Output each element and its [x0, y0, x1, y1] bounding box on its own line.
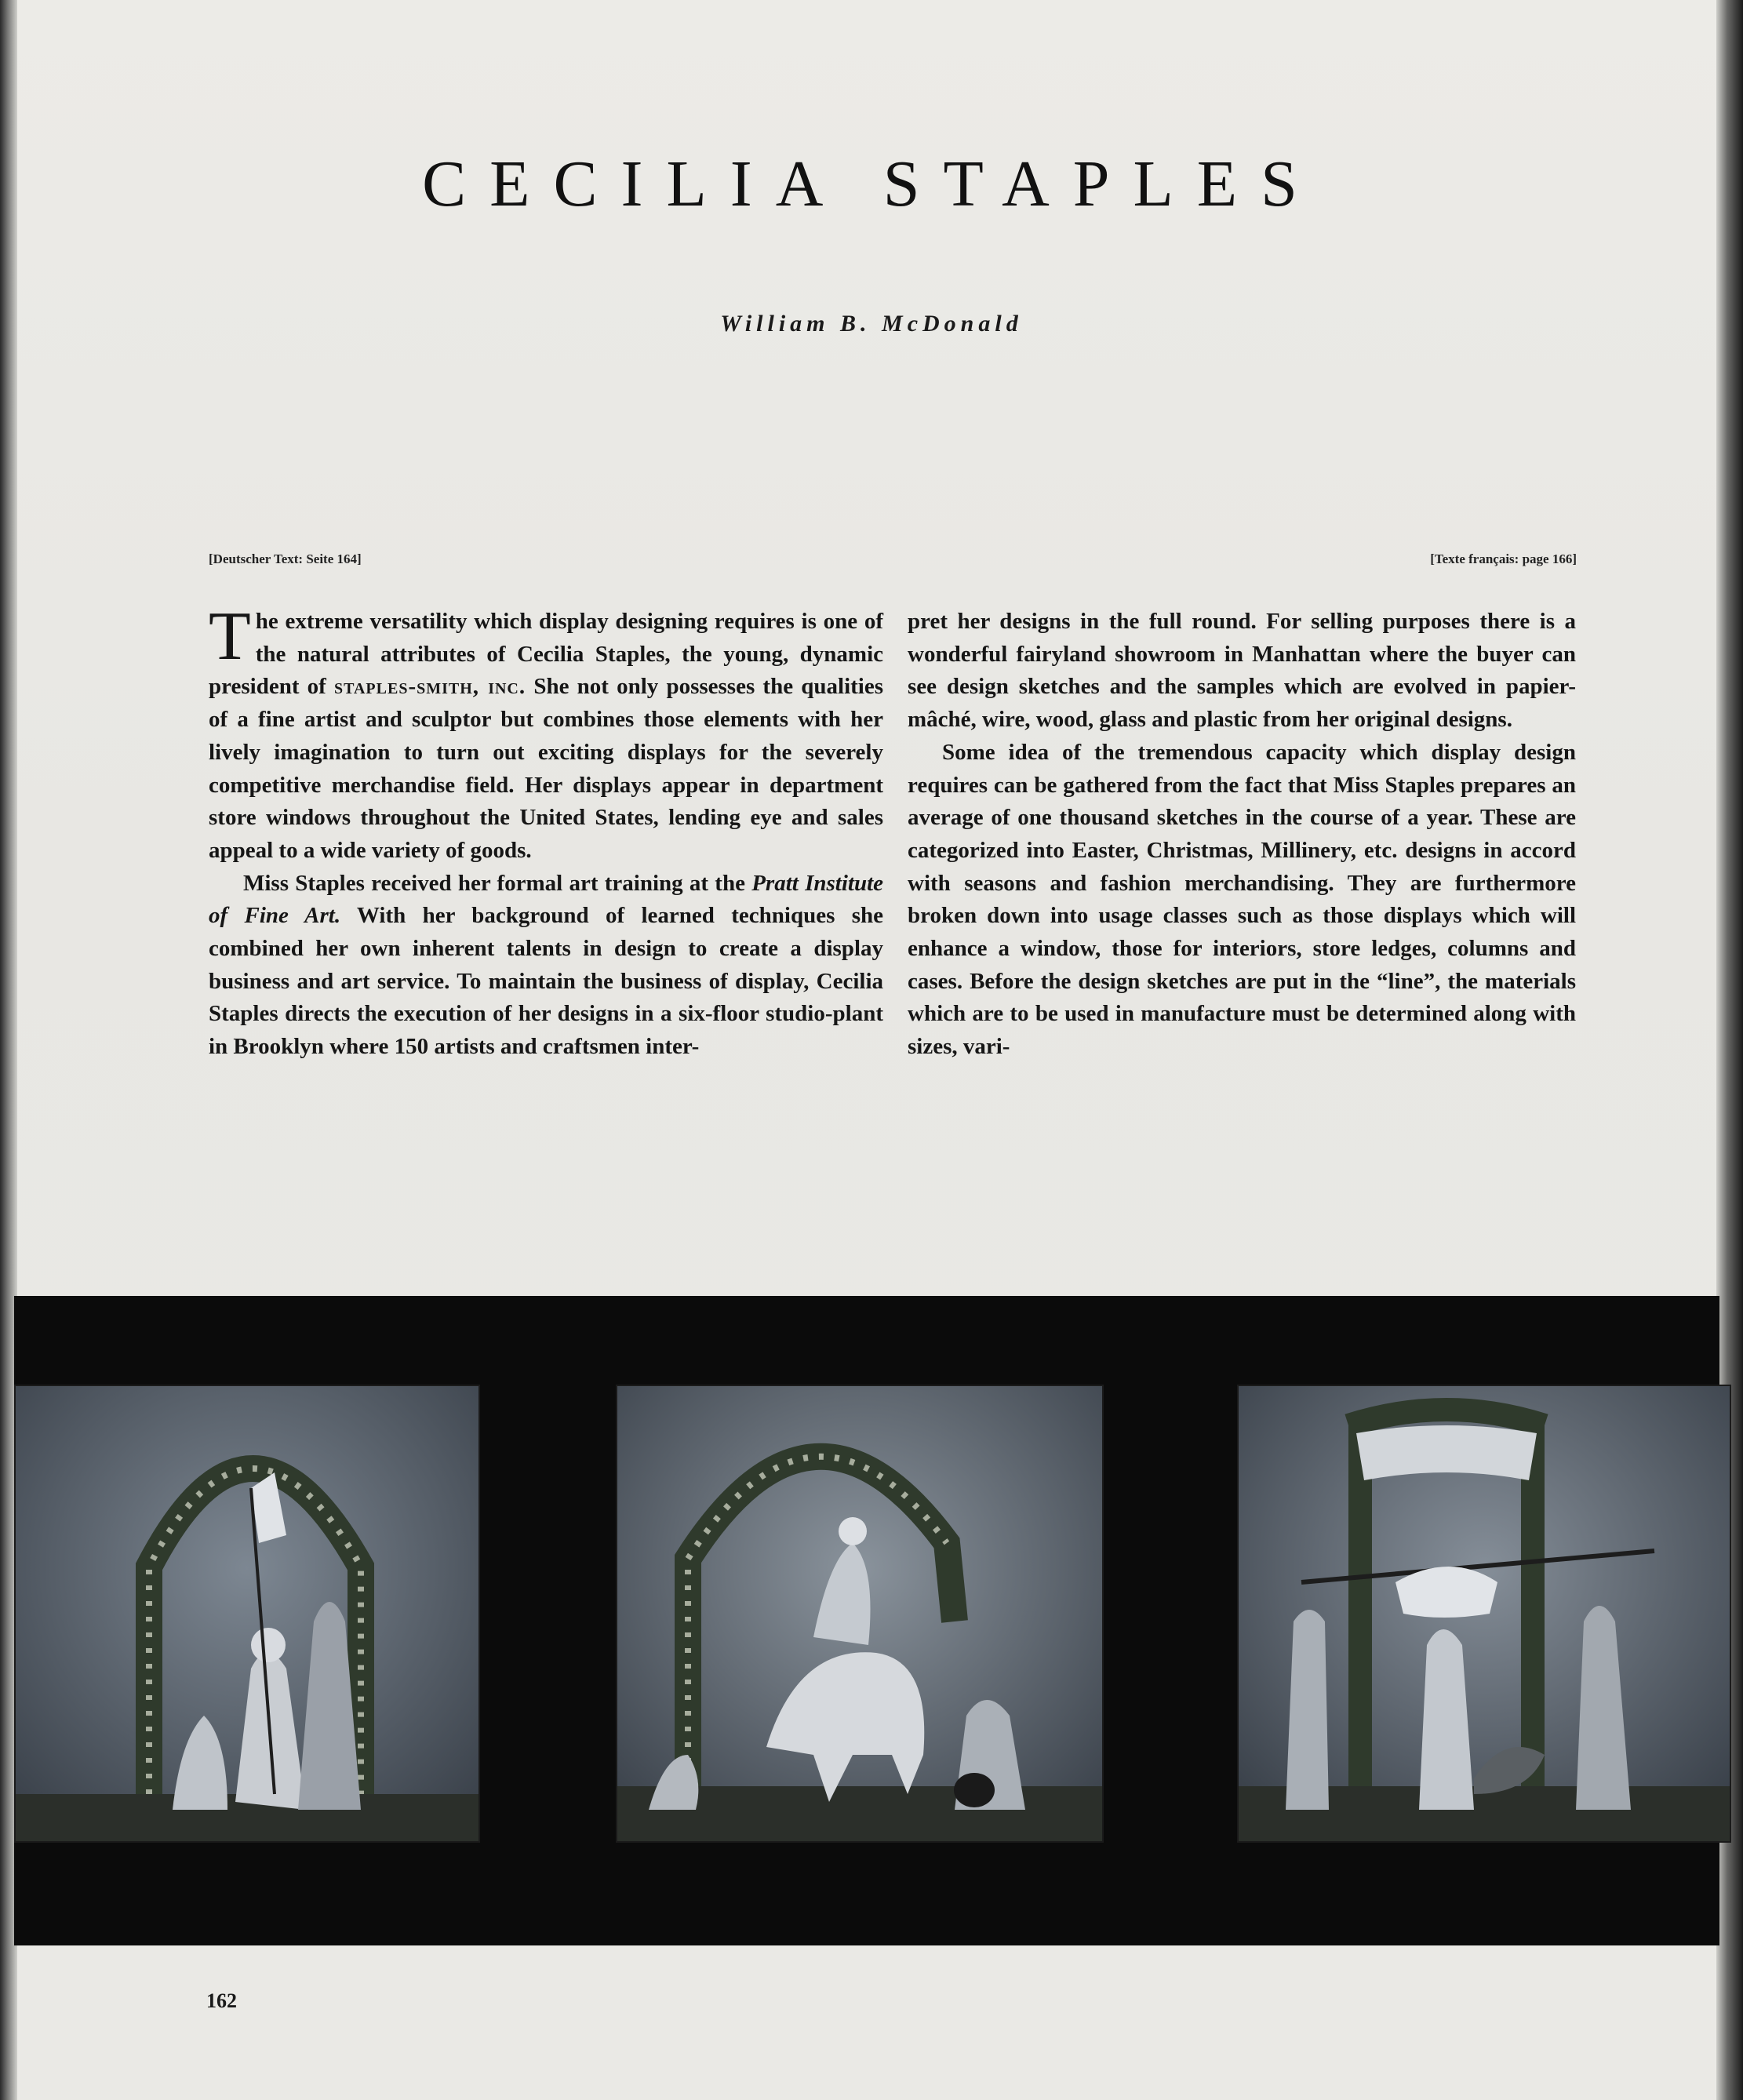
article-title: CECILIA STAPLES	[422, 147, 1321, 221]
drop-cap: T	[209, 599, 251, 675]
paragraph-showroom: pret her designs in the full round. For selling purposes there is a wonderful fairyland showroom in Manhattan where the buyer can see design sketches and the samples which are evolved in papier-mâché, wire, wood, glass and plastic from her original designs.	[908, 609, 1576, 733]
display-photo-1	[14, 1385, 480, 1843]
page-number: 162	[206, 1989, 237, 2012]
school-name: Pratt Institute of Fine Art.	[209, 870, 884, 929]
french-text-reference: [Texte français: page 166]	[1430, 551, 1577, 566]
article-column-right	[908, 606, 1576, 1064]
paragraph-text: With her background of learned techniques she combined her own inherent talents in design to create a display business and art service. To maintain the business of display, Cecilia Staples directs the execution of her designs in a six-floor studio-plant in Brooklyn where 150 artists and craftsmen inter-	[209, 903, 883, 1060]
paragraph-text: he extreme versatility which display designing requires is one of the natural attributes of Cecilia Staples, the young, dynamic president of	[209, 609, 883, 700]
article-column-left	[209, 599, 884, 1064]
article-byline: William B. McDonald	[720, 311, 1023, 337]
company-name: staples-smith, inc.	[334, 674, 526, 700]
paragraph-capacity: Some idea of the tremendous capacity which display design requires can be gathered from the fact that Miss Staples prepares an average of one thousand sketches in the course of a year. These are categorized into Easter, Christmas, Millinery, etc. designs in accord with seasons and fashion merchandising. They are furthermore broken down into usage classes such as those displays which will enhance a window, those for interiors, store ledges, columns and cases. Before the design sketches are put in the “line”, the materials which are to be used in manufacture must be determined along with sizes, vari-	[908, 739, 1576, 1060]
paragraph-text: She not only possesses the qualities of a fine artist and sculptor but combines those elements with her lively imagination to turn out exciting displays for the severely competitive merchandise field. Her displays appear in department store windows throughout the United States, lending eye and sales appeal to a wide variety of goods.	[209, 674, 884, 863]
paragraph-intro	[209, 599, 884, 868]
display-photo-2-image	[617, 1386, 1102, 1841]
german-text-reference: [Deutscher Text: Seite 164]	[209, 551, 362, 566]
display-photo-2	[616, 1385, 1104, 1843]
display-photo-3	[1237, 1385, 1731, 1843]
display-photo-3-image	[1239, 1386, 1730, 1841]
paragraph-training	[209, 868, 883, 1064]
paragraph-text: Miss Staples received her formal art training at the	[243, 870, 752, 896]
display-photo-1-image	[16, 1386, 479, 1841]
